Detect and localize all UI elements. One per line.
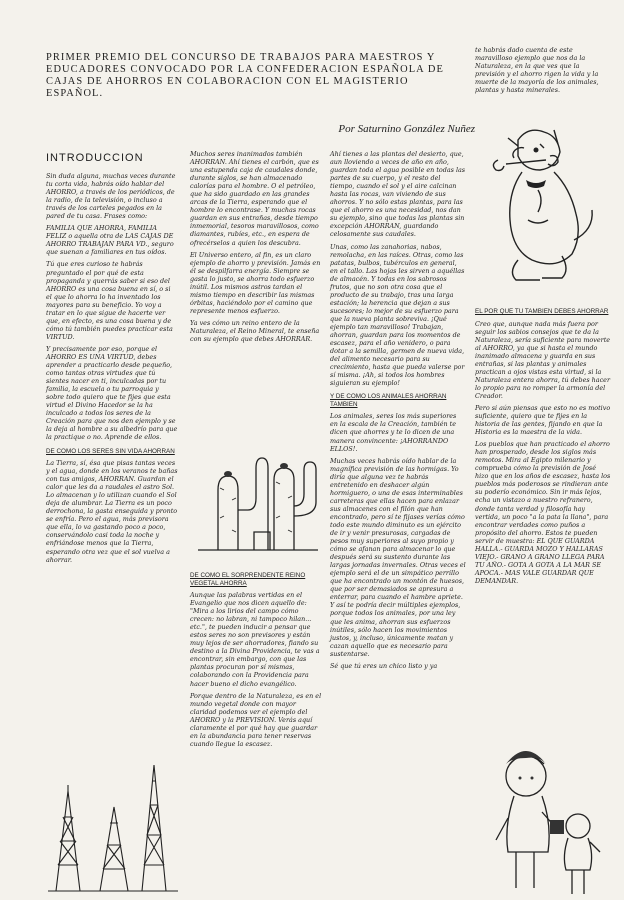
paragraph: Porque dentro de la Naturaleza, es en el mundo vegetal donde con mayor claridad podemos ver el ejemplo del AHORRO y la PREVISION. Verás aquí claramente el por qué hay que guardar en la abundancia para tener reservas cuando llegue la escasez. — [190, 691, 322, 748]
paragraph: La Tierra, sí, ésa que pisas tantas veces y el agua, donde en los veranos te bañas con tus amigos, AHORRAN. Guardan el calor que les da a raudales el astro Sol. Lo almacenan y lo utilizan cuando el Sol deja de alumbrar. La Tierra es un poco derrochona, la gasta enseguida y pronto se enfría. Pero el agua, más previsora que ella, lo va gastando poco a poco, conservándolo casi toda la noche y enfriándose menos que la Tierra, esperando otra vez que el sol vuelva a ahorrar. — [46, 459, 178, 564]
paragraph: Creo que, aunque nada más fuera por seguir los sabios consejos que te da la Naturaleza, sería suficiente para moverte al AHORRO, ya que si hasta el mundo inanimado almacena y guarda en sus entrañas, si las plantas y animales practican a ojos vistas esta virtud, si la Naturaleza entera ahorra, tú debes hacer lo propio para no romper la armonía del Creador. — [475, 319, 611, 400]
paragraph: Tú que eres curioso te habrás preguntado el por qué de esta propaganda y querrás saber si eso del AHORRO es una cosa buena en sí, o si el que lo ahorra lo ha inventado los mayores para su beneficio. Yo voy a tratar en lo que sigue de hacerte ver que, en efecto, es una cosa buena y de cómo tú también puedes practicar esta VIRTUD. — [46, 260, 173, 341]
paragraph: Ya ves cómo un reino entero de la Naturaleza, el Reino Mineral, te enseña con su ejemplo que debes AHORRAR. — [190, 318, 320, 344]
paragraph: Unas, como las zanahorias, nabos, remolacha, en las raíces. Otras, como las patatas, bulbos, tubérculos en general, en el tallo. Las hojas les sirven a aquéllas de almacén. Y todas en los sabrosos frutos, que no son otra cosa que el producto de su trabajo, tras una larga estación; la herencia que dejan a sus sucesores; lo mejor de su esfuerzo para que la nueva planta sobreviva. ¡Qué ejemplo tan maravilloso! Trabajan, ahorran, guardan para los momentos de escasez, para el año venidero, o para dotar a la semilla, germen de nueva vida, del alimento necesario para su crecimiento, hasta que pueda valerse por sí misma. ¡Ah, si todos los hombres siguieran su ejemplo! — [330, 242, 465, 388]
paragraph: te habrás dado cuenta de este maravilloso ejemplo que nos da la Naturaleza, en la que ves que la previsión y el ahorro rigen la vida y la muerte de la mayoría de los animales, plantas y hasta minerales. — [475, 46, 599, 95]
oil-derricks-illustration — [48, 745, 178, 895]
column-1 — [46, 172, 178, 568]
cactus-illustration — [188, 420, 328, 560]
section-title-introduccion: INTRODUCCION — [46, 152, 144, 164]
paragraph: El Universo entero, al fin, es un claro ejemplo de ahorro y previsión. Jamás en él se despilfarra energía. Siempre se gasta lo justo, se ahorra todo esfuerzo inútil. Los mismos astros tardan el mismo tiempo en describir las mismas órbitas, haciéndolo por el camino que represente menos esfuerzo. — [190, 250, 321, 315]
paragraph: Sé que tú eres un chico listo y ya — [330, 661, 438, 670]
section-heading: EL POR QUE TU TAMBIEN DEBES AHORRAR — [475, 308, 609, 315]
children-illustration — [488, 742, 618, 898]
column-3 — [330, 150, 466, 674]
paragraph: Muchas veces habrás oído hablar de la magnífica previsión de las hormigas. Yo diría que alguna vez te habrás entretenido en deshacer algún hormiguero, o una de esas interminables carreteras que ellas hacen para enlazar sus almacenes con el filón que han encontrado, pero sí te fijases verías cómo todo este mundo diminuto es un ejército de ir y venir presurosas, cargadas de pesos muy superiores al suyo propio y cómo se afanan para almacenar lo que después será su sustento durante las largas jornadas invernales. Otras veces el ejemplo será el de un simpático perrillo que ha encontrado un montón de huesos, que por ser demasiados se apresura a enterrar, para cuando el hambre apriete. Y así te podría decir múltiples ejemplos, porque todos los animales, por una ley que les anima, ahorran sus esfuerzos inútiles, sólo hacen los movimientos justos, y, incluso, únicamente matan y cazan aquello que es necesario para sustentarse. — [330, 456, 466, 658]
section-heading: Y DE COMO LOS ANIMALES AHORRAN TAMBIEN — [330, 393, 447, 408]
paragraph: Sin duda alguna, muchas veces durante tu corta vida, habrás oído hablar del AHORRO, a través de los periódicos, de la radio, de la televisión, o incluso a través de los carteles pegados en la pared de tu casa. Frases como: — [46, 172, 176, 221]
section-heading: DE COMO EL SORPRENDENTE REINO VEGETAL AHORRA — [190, 572, 306, 587]
column-2-lower — [190, 566, 324, 752]
dog-bone-illustration — [478, 120, 608, 300]
column-4-top — [475, 46, 611, 98]
section-heading: DE COMO LOS SERES SIN VIDA AHORRAN — [46, 447, 175, 455]
paragraph: Los animales, seres los más superiores en la escala de la Creación, también te dicen que ahorres y te lo dicen de una manera convincente: ¡AHORRANDO ELLOS!. — [330, 412, 457, 453]
paragraph: FAMILIA QUE AHORRA, FAMILIA FELIZ o aquella otra de LAS CAJAS DE AHORRO TRABAJAN PARA VD., seguro que suenan a familiares en tus oídos. — [46, 224, 174, 257]
paragraph: Y precisamente por eso, porque el AHORRO ES UNA VIRTUD, debes aprender a practicarlo desde pequeño, como tantas otras virtudes que tú sientes nacer en ti, inculcadas por tu familia, la escuela o tu parroquia y sobre todo quiero que te fijes que esta virtud el Divino Hacedor se la ha inculcado a todos los seres de la Creación para que nos den ejemplo y se la deja al hombre a su albedrío para que la practique o no. Aprende de ellos. — [46, 344, 178, 442]
paragraph: Aunque las palabras vertidas en el Evangelio que nos dicen aquello de: "Mira a los lirios del campo cómo crecen: no labran, ni tampoco hilan... etc.", te pueden inducir a pensar que estos seres no son previsores y están muy lejos de ser ahorradores, fiando su destino a la Divina Providencia, te vas a encontrar, sin embargo, con que las plantas procuran por sí mismas, colaborando con la Providencia para hacer bueno el dicho evangélico. — [190, 591, 320, 688]
paragraph: Los pueblos que han practicado el ahorro han prosperado, desde los siglos más remotos. Mira al Egipto milenario y comprueba cómo la previsión de José hizo que en los años de escasez, hasta los pueblos más poderosos se rindieran ante su poderío económico. Sin ir más lejos, echa un vistazo a nuestro refranero, donde tanta verdad y filosofía hay vertida, un poco "a la pata la llana", para encontrar verdades como puños a propósito del ahorro. Estos te pueden servir de muestra: EL QUE GUARDA HALLA.- GUARDA MOZO Y HALLARAS VIEJO.- GRANO A GRANO LLEGA PARA TU AÑO.- GOTA A GOTA A LA MAR SE APOCA.- MAS VALE GUARDAR QUE DEMANDAR. — [475, 440, 611, 585]
byline: Por Saturnino González Nuñez — [338, 123, 475, 135]
paragraph: Pero si aún piensas que esto no es motivo suficiente, quiero que te fijes en la historia de las gentes, fijando en que la Historia es la maestra de la vida. — [475, 403, 611, 437]
headline: PRIMER PREMIO DEL CONCURSO DE TRABAJOS PARA MAESTROS Y EDUCADORES CONVOCADO POR LA CONFEDERACION ESPAÑOLA DE CAJAS DE AHORROS EN COLABORACION CON EL MAGISTERIO ESPAÑOL. — [46, 52, 444, 99]
column-4 — [475, 302, 611, 589]
column-2 — [190, 150, 324, 347]
paragraph: Muchos seres inanimados también AHORRAN. Ahí tienes el carbón, que es una estupenda caja de caudales donde, durante siglos, se han almacenado calorías para el hombre. O el petróleo, que ha sido guardado en las grandes arcas de la Tierra, esperando que el hombre lo encontrase. Y muchas rocas guardan en sus entrañas, desde tiempo inmemorial, tesoros maravillosos, como diamantes, rubíes, etc., en espera de ofrecérselos a quien los descubra. — [190, 150, 319, 247]
paragraph: Ahí tienes a las plantas del desierto, que, aun lloviendo a veces de año en año, guardan toda el agua posible en todas las partes de su cuerpo, y el resto del tiempo, cuando el sol y el aire calcinan hasta las rocas, van viviendo de sus ahorros. Y no sólo estas plantas, para las que el ahorro es una necesidad, nos dan su ejemplo, sino que todas las plantas sin excepción AHORRAN, guardando celosamente sus caudales. — [330, 150, 466, 239]
